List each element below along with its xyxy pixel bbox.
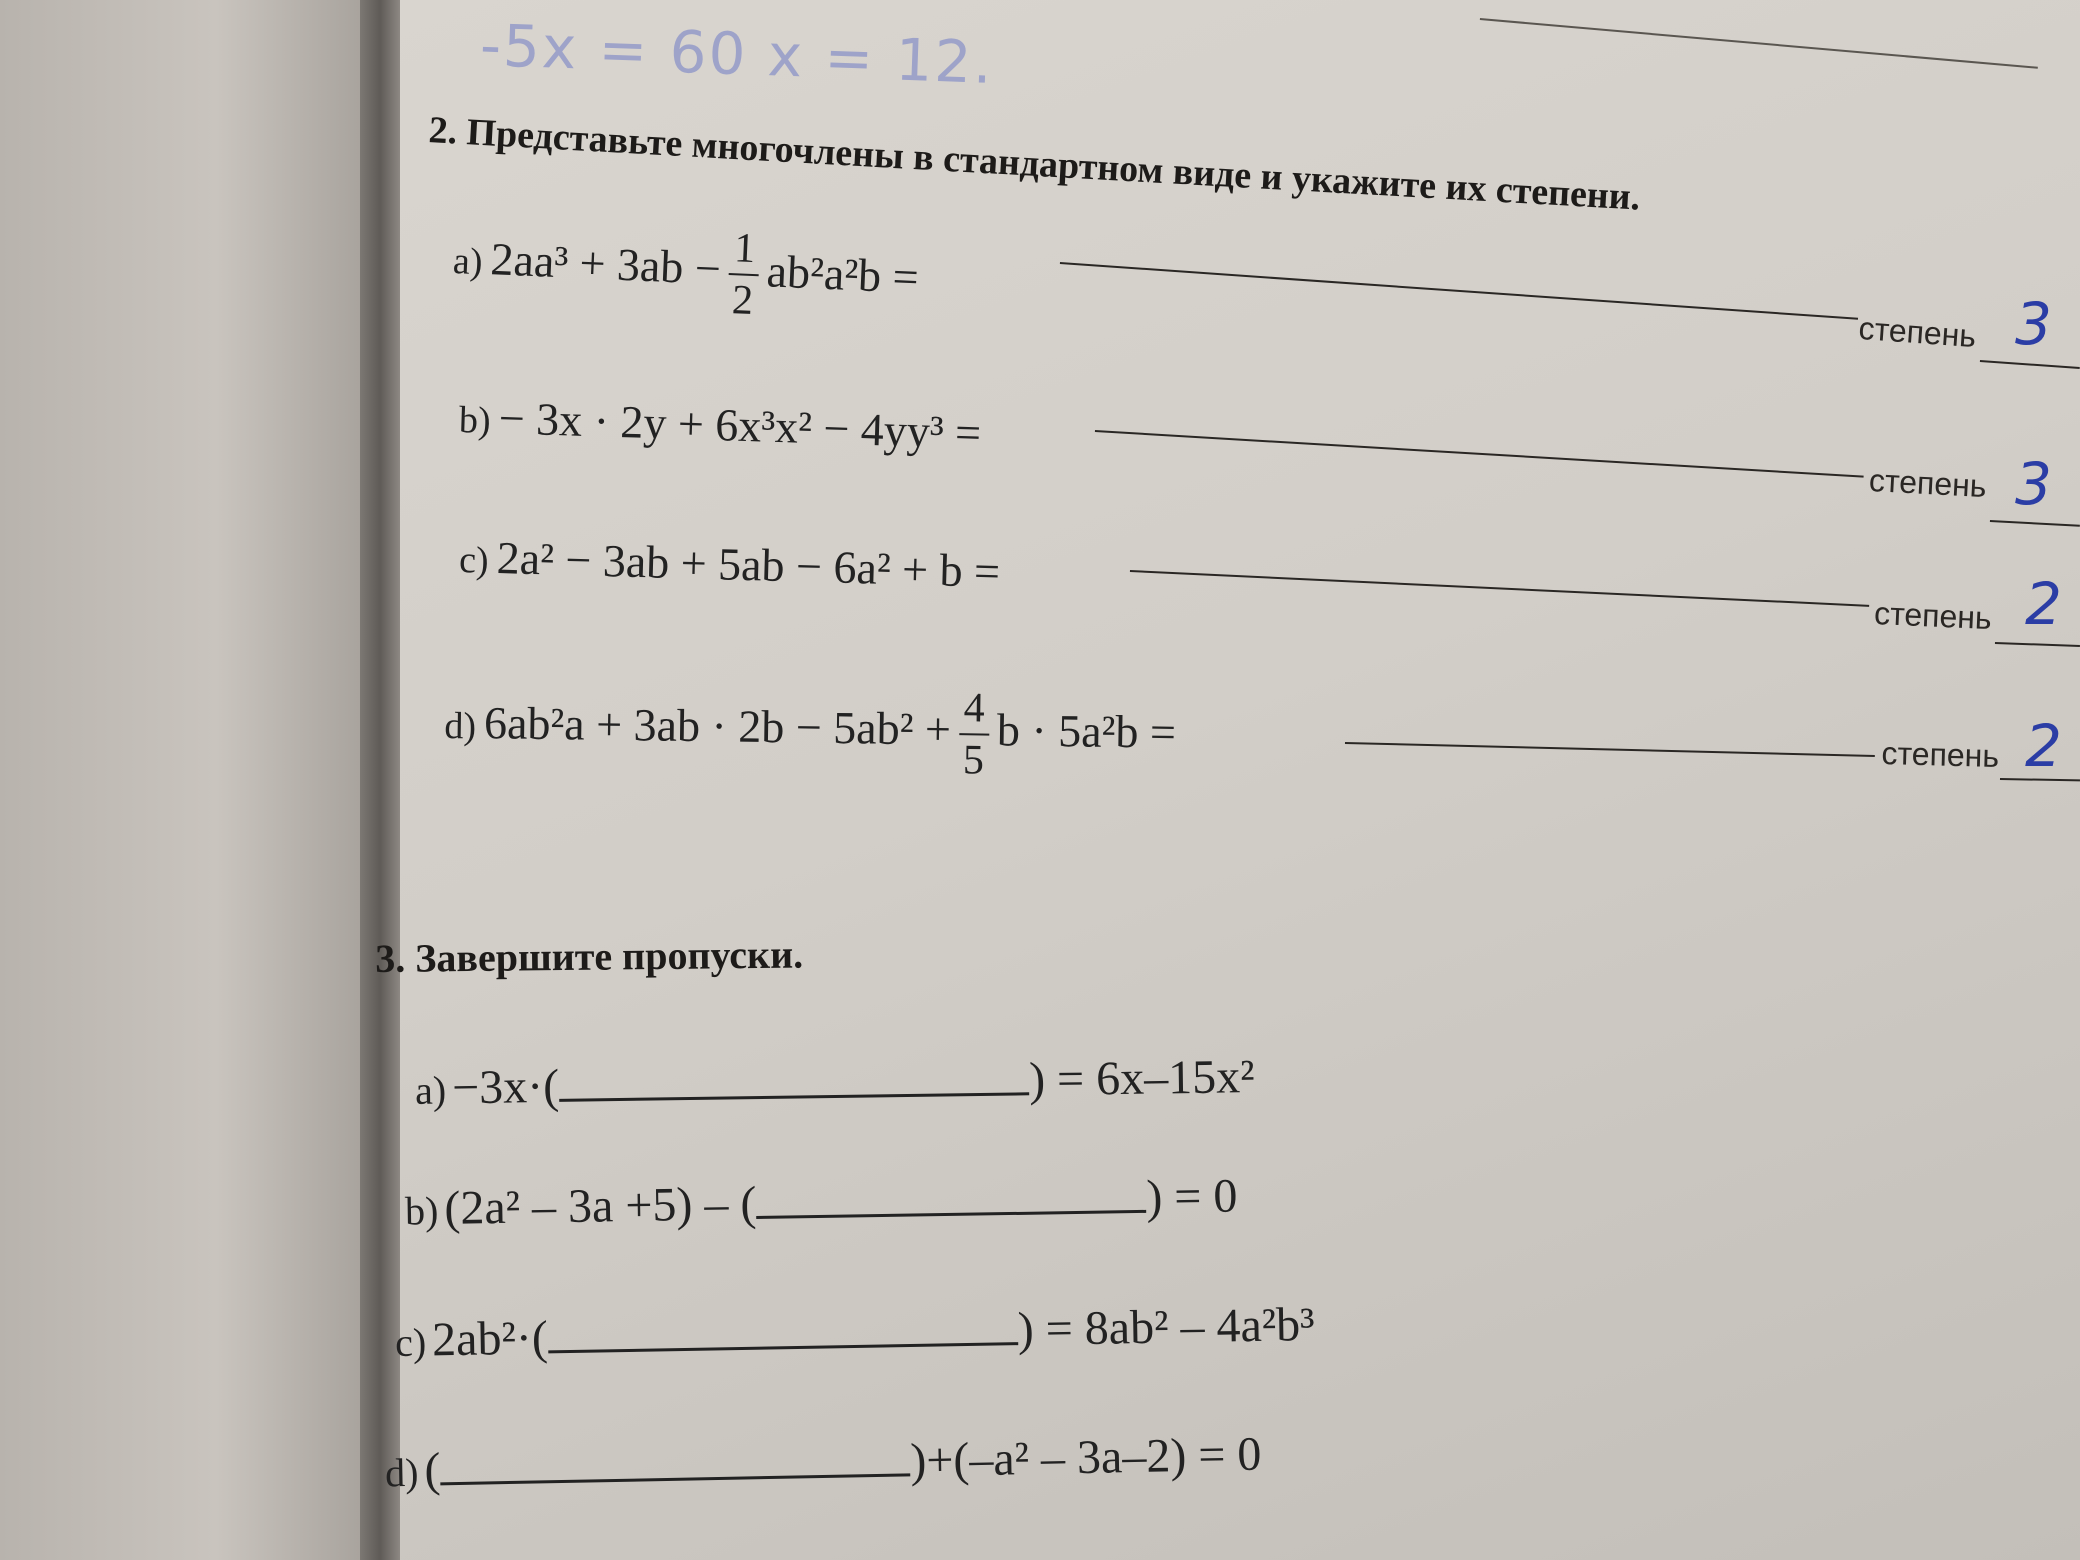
- numerator: 4: [963, 685, 986, 732]
- item-label: a): [414, 1067, 447, 1113]
- left-page: [0, 0, 360, 1560]
- item-label: c): [394, 1319, 427, 1366]
- answer-line: [1060, 262, 1858, 320]
- item-label: d): [444, 704, 477, 747]
- expr-part: (: [423, 1443, 441, 1497]
- task2-item-c: [459, 530, 1001, 598]
- fill-blank[interactable]: [440, 1437, 911, 1485]
- handwritten-note: -5x = 60 x = 12.: [478, 11, 995, 97]
- fraction: [727, 225, 761, 325]
- item-label: d): [384, 1449, 419, 1496]
- degree-line: [1980, 360, 2080, 369]
- task3-item-a: [415, 1049, 1255, 1116]
- degree-label: степень: [1857, 310, 1978, 355]
- item-label: a): [452, 239, 484, 283]
- task3-heading: 3. Завершите пропуски.: [375, 931, 804, 981]
- fill-blank[interactable]: [756, 1174, 1147, 1219]
- expr-part: b · 5a²b =: [996, 704, 1177, 758]
- answer-line: [1130, 570, 1869, 607]
- item-label: b): [458, 398, 492, 442]
- item-label: c): [458, 538, 490, 582]
- degree-line: [1995, 642, 2080, 647]
- degree-answer: 3: [2015, 290, 2052, 358]
- task3-item-c: [395, 1297, 1315, 1368]
- expr-part: )+(–a² – 3a–2) = 0: [909, 1427, 1262, 1488]
- expr-part: ab²a²b =: [765, 245, 920, 303]
- expr-part: ) = 8ab² – 4a²b³: [1017, 1297, 1315, 1357]
- degree-answer: 2: [2025, 570, 2062, 638]
- workbook-page: [375, 0, 2080, 1560]
- task3-item-d: [385, 1427, 1262, 1499]
- expr-part: 2a² − 3ab + 5ab − 6a² + b =: [496, 532, 1001, 598]
- answer-line: [1095, 430, 1864, 478]
- numerator: 1: [733, 225, 757, 273]
- task2-item-d: [444, 680, 1177, 784]
- expr-part: 2aa³ + 3ab −: [489, 233, 722, 295]
- degree-line: [1990, 520, 2080, 527]
- expr-part: ) = 6x–15x²: [1028, 1050, 1255, 1107]
- degree-answer: 3: [2015, 450, 2052, 518]
- fill-blank[interactable]: [547, 1306, 1018, 1353]
- top-rule-line: [1480, 18, 2038, 69]
- expr-part: − 3x · 2y + 6x³x² − 4yy³ =: [498, 392, 982, 459]
- expr-part: (2a² – 3a +5) – (: [443, 1177, 757, 1235]
- denominator: 2: [731, 277, 755, 325]
- expr-part: −3x·(: [451, 1059, 560, 1115]
- expr-part: ) = 0: [1145, 1169, 1238, 1224]
- task3-item-b: [405, 1168, 1238, 1236]
- item-label: b): [404, 1188, 439, 1234]
- degree-label: степень: [1873, 595, 1993, 637]
- task2-item-a: [451, 215, 920, 329]
- degree-label: степень: [1881, 735, 2000, 775]
- fraction: [958, 685, 989, 784]
- fill-blank[interactable]: [559, 1056, 1029, 1102]
- task2-heading: 2. Представьте многочлены в стандартном виде и укажите их степени.: [427, 108, 1642, 219]
- task2-item-b: [458, 390, 982, 459]
- answer-line: [1345, 742, 1875, 757]
- expr-part: 6ab²a + 3ab · 2b − 5ab² +: [483, 697, 952, 755]
- expr-part: 2ab²·(: [431, 1311, 549, 1367]
- denominator: 5: [962, 737, 985, 784]
- degree-answer: 2: [2025, 712, 2062, 780]
- degree-label: степень: [1868, 462, 1988, 505]
